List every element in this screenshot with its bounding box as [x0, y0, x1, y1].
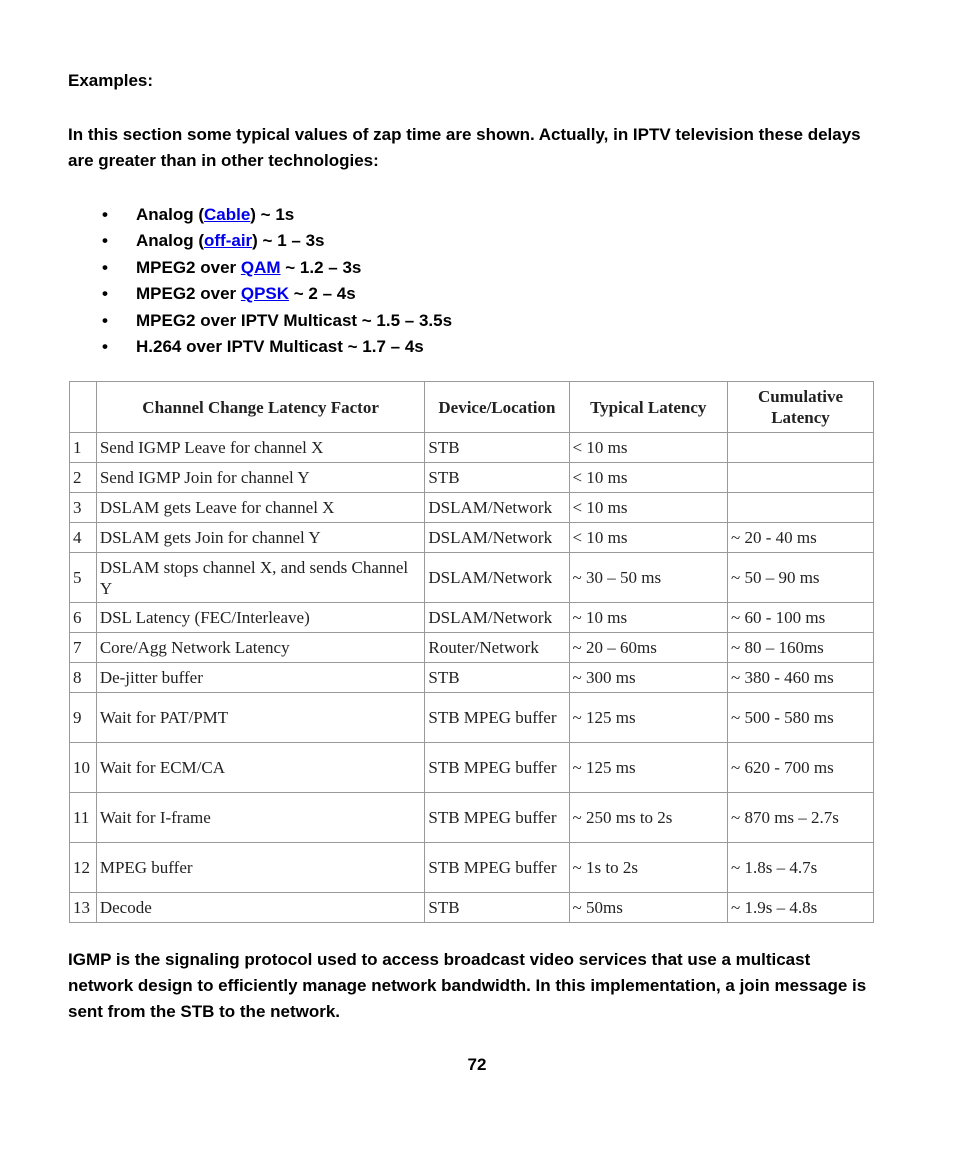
latency-factor-cell: Decode	[96, 893, 425, 923]
table-row	[70, 893, 874, 923]
list-item	[68, 202, 452, 228]
col-header-factor: Channel Change Latency Factor	[96, 382, 425, 433]
latency-factor-cell: MPEG buffer	[96, 843, 425, 893]
cumulative-latency-cell: ~ 620 - 700 ms	[728, 743, 874, 793]
list-item-link[interactable]: QAM	[240, 257, 281, 277]
cumulative-latency-cell: ~ 80 – 160ms	[728, 633, 874, 663]
latency-table	[69, 381, 874, 923]
list-item-text: Analog (	[136, 205, 204, 224]
device-location-cell: DSLAM/Network	[425, 523, 569, 553]
list-item-link[interactable]: Cable	[204, 205, 251, 224]
cumulative-latency-cell: ~ 20 - 40 ms	[728, 523, 874, 553]
typical-latency-cell: < 10 ms	[569, 463, 727, 493]
latency-factor-cell: DSLAM stops channel X, and sends Channel Y	[96, 553, 425, 603]
device-location-cell: STB MPEG buffer	[425, 843, 569, 893]
bullet-icon: •	[102, 310, 108, 330]
row-number-cell: 7	[70, 633, 97, 663]
row-number-cell: 4	[70, 523, 97, 553]
device-location-cell: STB	[425, 893, 569, 923]
list-item-suffix: ) ~ 1 – 3s	[252, 231, 325, 251]
cumulative-latency-cell: ~ 1.8s – 4.7s	[728, 843, 874, 893]
table-row	[70, 633, 874, 663]
bullet-icon: •	[102, 284, 108, 304]
section-heading: Examples:	[68, 71, 154, 90]
typical-latency-cell: ~ 300 ms	[569, 663, 727, 693]
row-number-cell: 13	[70, 893, 97, 923]
latency-factor-cell: DSL Latency (FEC/Interleave)	[96, 603, 425, 633]
latency-factor-cell: De-jitter buffer	[96, 663, 425, 693]
device-location-cell: DSLAM/Network	[425, 493, 569, 523]
list-item-suffix: ) ~ 1s	[250, 205, 295, 224]
row-number-cell: 8	[70, 663, 97, 693]
table-header-row	[70, 382, 874, 433]
table-row	[70, 463, 874, 493]
table-row	[70, 843, 874, 893]
intro-paragraph: In this section some typical values of zap time are shown. Actually, in IPTV television these delays are greater than in other technologies:	[68, 125, 861, 170]
col-header-cumulative: Cumulative Latency	[728, 382, 874, 433]
table-row	[70, 793, 874, 843]
typical-latency-cell: ~ 125 ms	[569, 693, 727, 743]
list-item-link[interactable]: off-air	[204, 231, 253, 251]
table-row	[70, 603, 874, 633]
device-location-cell: STB	[425, 433, 569, 463]
latency-factor-cell: Send IGMP Join for channel Y	[96, 463, 425, 493]
typical-latency-cell: ~ 10 ms	[569, 603, 727, 633]
zap-time-list	[68, 202, 452, 360]
list-item	[68, 255, 452, 281]
cumulative-latency-cell	[728, 433, 874, 463]
list-item-suffix: ~ 1.2 – 3s	[280, 257, 362, 277]
table-row	[70, 553, 874, 603]
list-item-suffix: ~ 2 – 4s	[289, 284, 356, 304]
device-location-cell: STB MPEG buffer	[425, 693, 569, 743]
col-header-number	[70, 382, 97, 433]
device-location-cell: STB	[425, 463, 569, 493]
latency-factor-cell: DSLAM gets Join for channel Y	[96, 523, 425, 553]
list-item	[68, 228, 452, 254]
list-item-link[interactable]: QPSK	[240, 284, 290, 304]
device-location-cell: DSLAM/Network	[425, 553, 569, 603]
table-body	[70, 433, 874, 923]
typical-latency-cell: ~ 250 ms to 2s	[569, 793, 727, 843]
bullet-icon: •	[102, 205, 108, 224]
list-item-text: H.264 over IPTV Multicast ~ 1.7 – 4s	[136, 336, 424, 356]
list-item-text: Analog (	[136, 231, 204, 251]
table-row	[70, 433, 874, 463]
latency-factor-cell: Wait for I-frame	[96, 793, 425, 843]
row-number-cell: 10	[70, 743, 97, 793]
table-row	[70, 743, 874, 793]
row-number-cell: 6	[70, 603, 97, 633]
bullet-icon: •	[102, 257, 108, 277]
row-number-cell: 2	[70, 463, 97, 493]
page-number: 72	[467, 1055, 487, 1074]
list-item-text: MPEG2 over	[136, 284, 241, 304]
list-item	[68, 308, 452, 334]
bullet-icon: •	[102, 231, 108, 251]
latency-factor-cell: Send IGMP Leave for channel X	[96, 433, 425, 463]
typical-latency-cell: ~ 50ms	[569, 893, 727, 923]
list-item-text: MPEG2 over IPTV Multicast ~ 1.5 – 3.5s	[136, 310, 453, 330]
typical-latency-cell: < 10 ms	[569, 523, 727, 553]
cumulative-latency-cell	[728, 463, 874, 493]
row-number-cell: 1	[70, 433, 97, 463]
typical-latency-cell: ~ 1s to 2s	[569, 843, 727, 893]
row-number-cell: 12	[70, 843, 97, 893]
typical-latency-cell: < 10 ms	[569, 433, 727, 463]
device-location-cell: Router/Network	[425, 633, 569, 663]
device-location-cell: DSLAM/Network	[425, 603, 569, 633]
cumulative-latency-cell: ~ 50 – 90 ms	[728, 553, 874, 603]
igmp-paragraph: IGMP is the signaling protocol used to access broadcast video services that use a multicast network design to efficiently manage network bandwidth. In this implementation, a join message is sent from the STB to the network.	[68, 950, 867, 1021]
latency-factor-cell: Wait for ECM/CA	[96, 743, 425, 793]
cumulative-latency-cell: ~ 870 ms – 2.7s	[728, 793, 874, 843]
typical-latency-cell: < 10 ms	[569, 493, 727, 523]
device-location-cell: STB MPEG buffer	[425, 743, 569, 793]
device-location-cell: STB	[425, 663, 569, 693]
table-row	[70, 523, 874, 553]
latency-factor-cell: Core/Agg Network Latency	[96, 633, 425, 663]
cumulative-latency-cell: ~ 380 - 460 ms	[728, 663, 874, 693]
table-row	[70, 493, 874, 523]
device-location-cell: STB MPEG buffer	[425, 793, 569, 843]
row-number-cell: 9	[70, 693, 97, 743]
table-row	[70, 693, 874, 743]
table-row	[70, 663, 874, 693]
typical-latency-cell: ~ 30 – 50 ms	[569, 553, 727, 603]
typical-latency-cell: ~ 20 – 60ms	[569, 633, 727, 663]
latency-factor-cell: Wait for PAT/PMT	[96, 693, 425, 743]
col-header-typical: Typical Latency	[569, 382, 727, 433]
latency-factor-cell: DSLAM gets Leave for channel X	[96, 493, 425, 523]
list-item	[68, 334, 452, 360]
row-number-cell: 3	[70, 493, 97, 523]
cumulative-latency-cell	[728, 493, 874, 523]
row-number-cell: 11	[70, 793, 97, 843]
row-number-cell: 5	[70, 553, 97, 603]
list-item	[68, 281, 452, 307]
typical-latency-cell: ~ 125 ms	[569, 743, 727, 793]
cumulative-latency-cell: ~ 500 - 580 ms	[728, 693, 874, 743]
list-item-text: MPEG2 over	[136, 257, 241, 277]
bullet-icon: •	[102, 336, 108, 356]
cumulative-latency-cell: ~ 1.9s – 4.8s	[728, 893, 874, 923]
cumulative-latency-cell: ~ 60 - 100 ms	[728, 603, 874, 633]
col-header-device: Device/Location	[425, 382, 569, 433]
